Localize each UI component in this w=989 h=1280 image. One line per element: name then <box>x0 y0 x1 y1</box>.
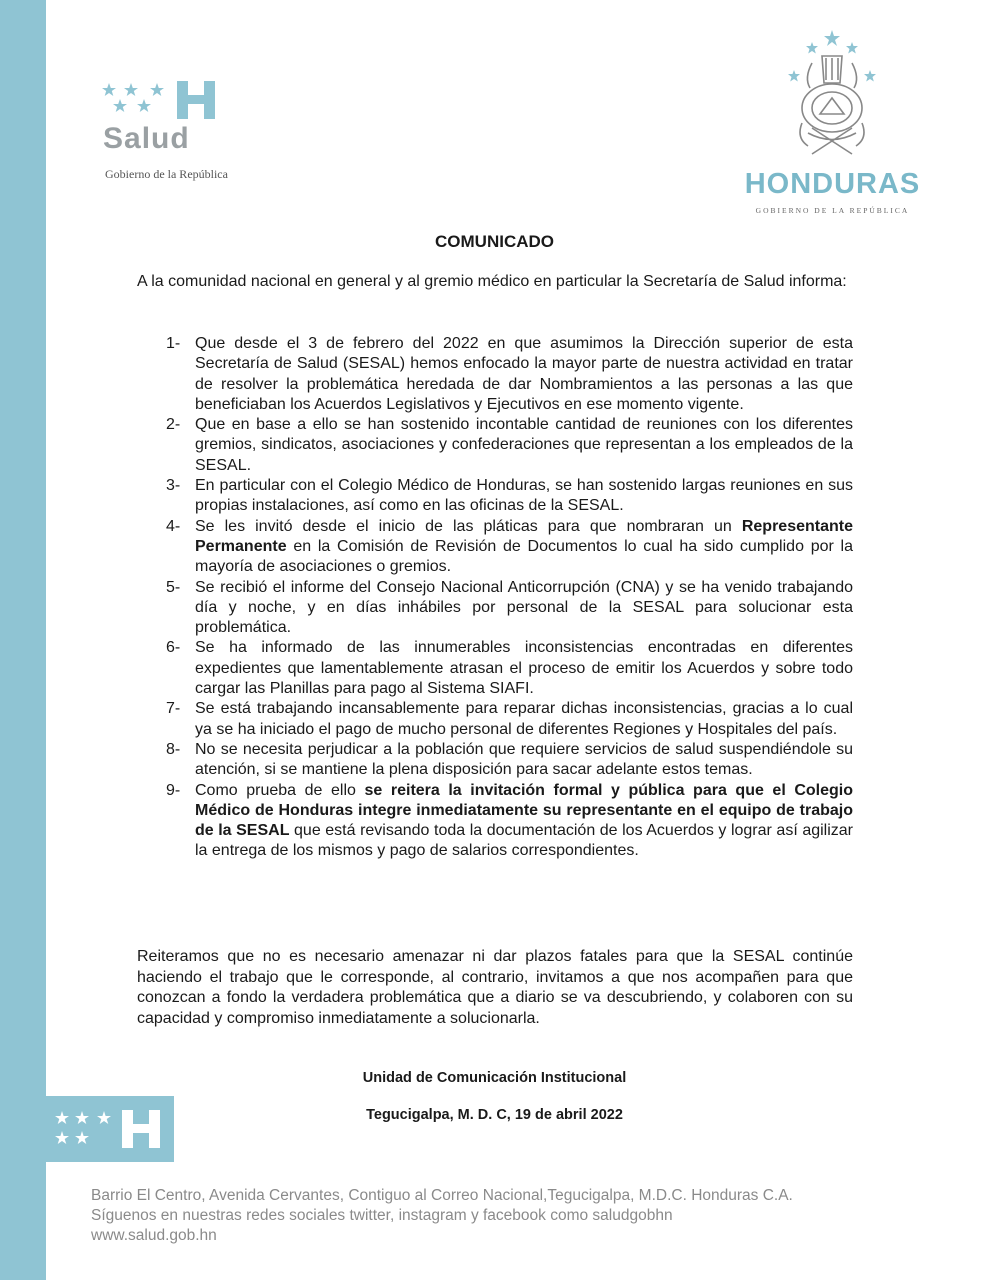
five-stars-icon <box>100 80 170 120</box>
item-number: 2- <box>166 416 181 434</box>
item-number: 6- <box>166 639 181 657</box>
salud-subtitle: Gobierno de la República <box>105 167 228 181</box>
footer-logo <box>46 1096 174 1162</box>
coat-of-arms-icon <box>782 28 882 166</box>
item-number: 3- <box>166 477 181 495</box>
salud-wordmark: Salud <box>103 122 190 155</box>
document-title: COMUNICADO <box>435 232 554 251</box>
side-accent-bar <box>0 0 46 1280</box>
item-text: Se está trabajando incansablemente para reparar dichas inconsistencias, gracias a lo cual ya se ha iniciado el pago de mucho personal de diferentes Regiones y Hospitales del país. <box>195 700 853 738</box>
honduras-logo <box>735 28 935 218</box>
item-number: 7- <box>166 700 181 718</box>
item-number: 5- <box>166 578 181 596</box>
salud-logo <box>100 76 300 186</box>
list-item <box>160 781 853 862</box>
list-item <box>160 334 853 415</box>
honduras-subtitle: GOBIERNO DE LA REPÚBLICA <box>755 206 910 215</box>
h-letter-icon <box>176 80 216 120</box>
item-number: 8- <box>166 740 181 758</box>
footer-stars-icon <box>55 1109 115 1149</box>
honduras-wordmark: HONDURAS <box>744 168 921 200</box>
list-item <box>160 699 853 740</box>
points-list <box>160 334 853 862</box>
footer-contact <box>91 1186 793 1246</box>
list-item <box>160 740 853 781</box>
item-text: Que desde el 3 de febrero del 2022 en que asumimos la Dirección superior de esta Secretaría de Salud (SESAL) hemos enfocado la mayor parte de nuestra actividad en tratar de resolver la problemática heredada de dar Nombramientos a las personas a las que beneficiaban los Acuerdos Legislativos y Ejecutivos en ese momento vigente. <box>195 335 853 413</box>
footer-website-link[interactable]: www.salud.gob.hn <box>91 1227 217 1244</box>
footer-social: Síguenos en nuestras redes sociales twitter, instagram y facebook como saludgobhn <box>91 1207 673 1224</box>
item-number: 4- <box>166 517 181 535</box>
item-text: Que en base a ello se han sostenido incontable cantidad de reuniones con los diferentes gremios, sindicatos, asociaciones y confederaciones que representan a los empleados de la SESAL. <box>195 416 853 474</box>
item-text: No se necesita perjudicar a la población que requiere servicios de salud suspendiéndole su atención, si se mantiene la plena disposición para sacar adelante estos temas. <box>195 740 853 779</box>
item-text-pre: Como prueba de ello <box>195 781 365 799</box>
item-number: 1- <box>166 335 181 352</box>
item-text-bold: se reitera la invitación formal y pública para que el Colegio Médico de Honduras integre inmediatamente su representante en el equipo de trabajo de la SESAL <box>195 781 854 840</box>
item-number: 9- <box>166 781 181 799</box>
item-text-bold: Representante Permanente <box>195 517 853 555</box>
signature-unit: Unidad de Comunicación Institucional <box>362 1070 627 1086</box>
item-text-post: en la Comisión de Revisión de Documentos lo cual ha sido cumplido por la mayoría de asociaciones o gremios. <box>195 537 853 576</box>
signature-date: Tegucigalpa, M. D. C, 19 de abril 2022 <box>366 1107 623 1123</box>
footer-address: Barrio El Centro, Avenida Cervantes, Contiguo al Correo Nacional,Tegucigalpa, M.D.C. Honduras C.A. <box>91 1187 793 1204</box>
footer-h-icon <box>122 1110 160 1148</box>
item-text-post: que está revisando toda la documentación de los Acuerdos y lograr así agilizar la entrega de los mismos y pago de salarios correspondientes. <box>195 822 853 860</box>
list-item <box>160 638 853 699</box>
list-item <box>160 476 853 517</box>
list-item <box>160 415 853 476</box>
closing-paragraph: Reiteramos que no es necesario amenazar ni dar plazos fatales para que la SESAL continúe haciendo el trabajo que le corresponde, al contrario, invitamos a que nos acompañen para que conozcan a fondo la verdadera problemática que a diario se va descubriendo, y colaboren con su capacidad y compromiso inmediatamente a solucionarla. <box>137 948 853 1027</box>
item-text: En particular con el Colegio Médico de Honduras, se han sostenido largas reuniones en sus propias instalaciones, así como en las oficinas de la SESAL. <box>195 477 853 515</box>
intro-paragraph: A la comunidad nacional en general y al gremio médico en particular la Secretaría de Salud informa: <box>137 273 847 290</box>
item-text: Se recibió el informe del Consejo Nacional Anticorrupción (CNA) y se ha venido trabajando día y noche, y en días inhábiles por personal de la SESAL para solucionar esta problemática. <box>195 578 853 637</box>
item-text: Se ha informado de las innumerables inconsistencias encontradas en diferentes expedientes que lamentablemente atrasan el proceso de emitir los Acuerdos y sobre todo cargar las Planillas para pago al Sistema SIAFI. <box>195 639 853 698</box>
list-item <box>160 578 853 639</box>
list-item <box>160 517 853 578</box>
item-text-pre: Se les invitó desde el inicio de las pláticas para que nombraran un <box>195 517 742 535</box>
